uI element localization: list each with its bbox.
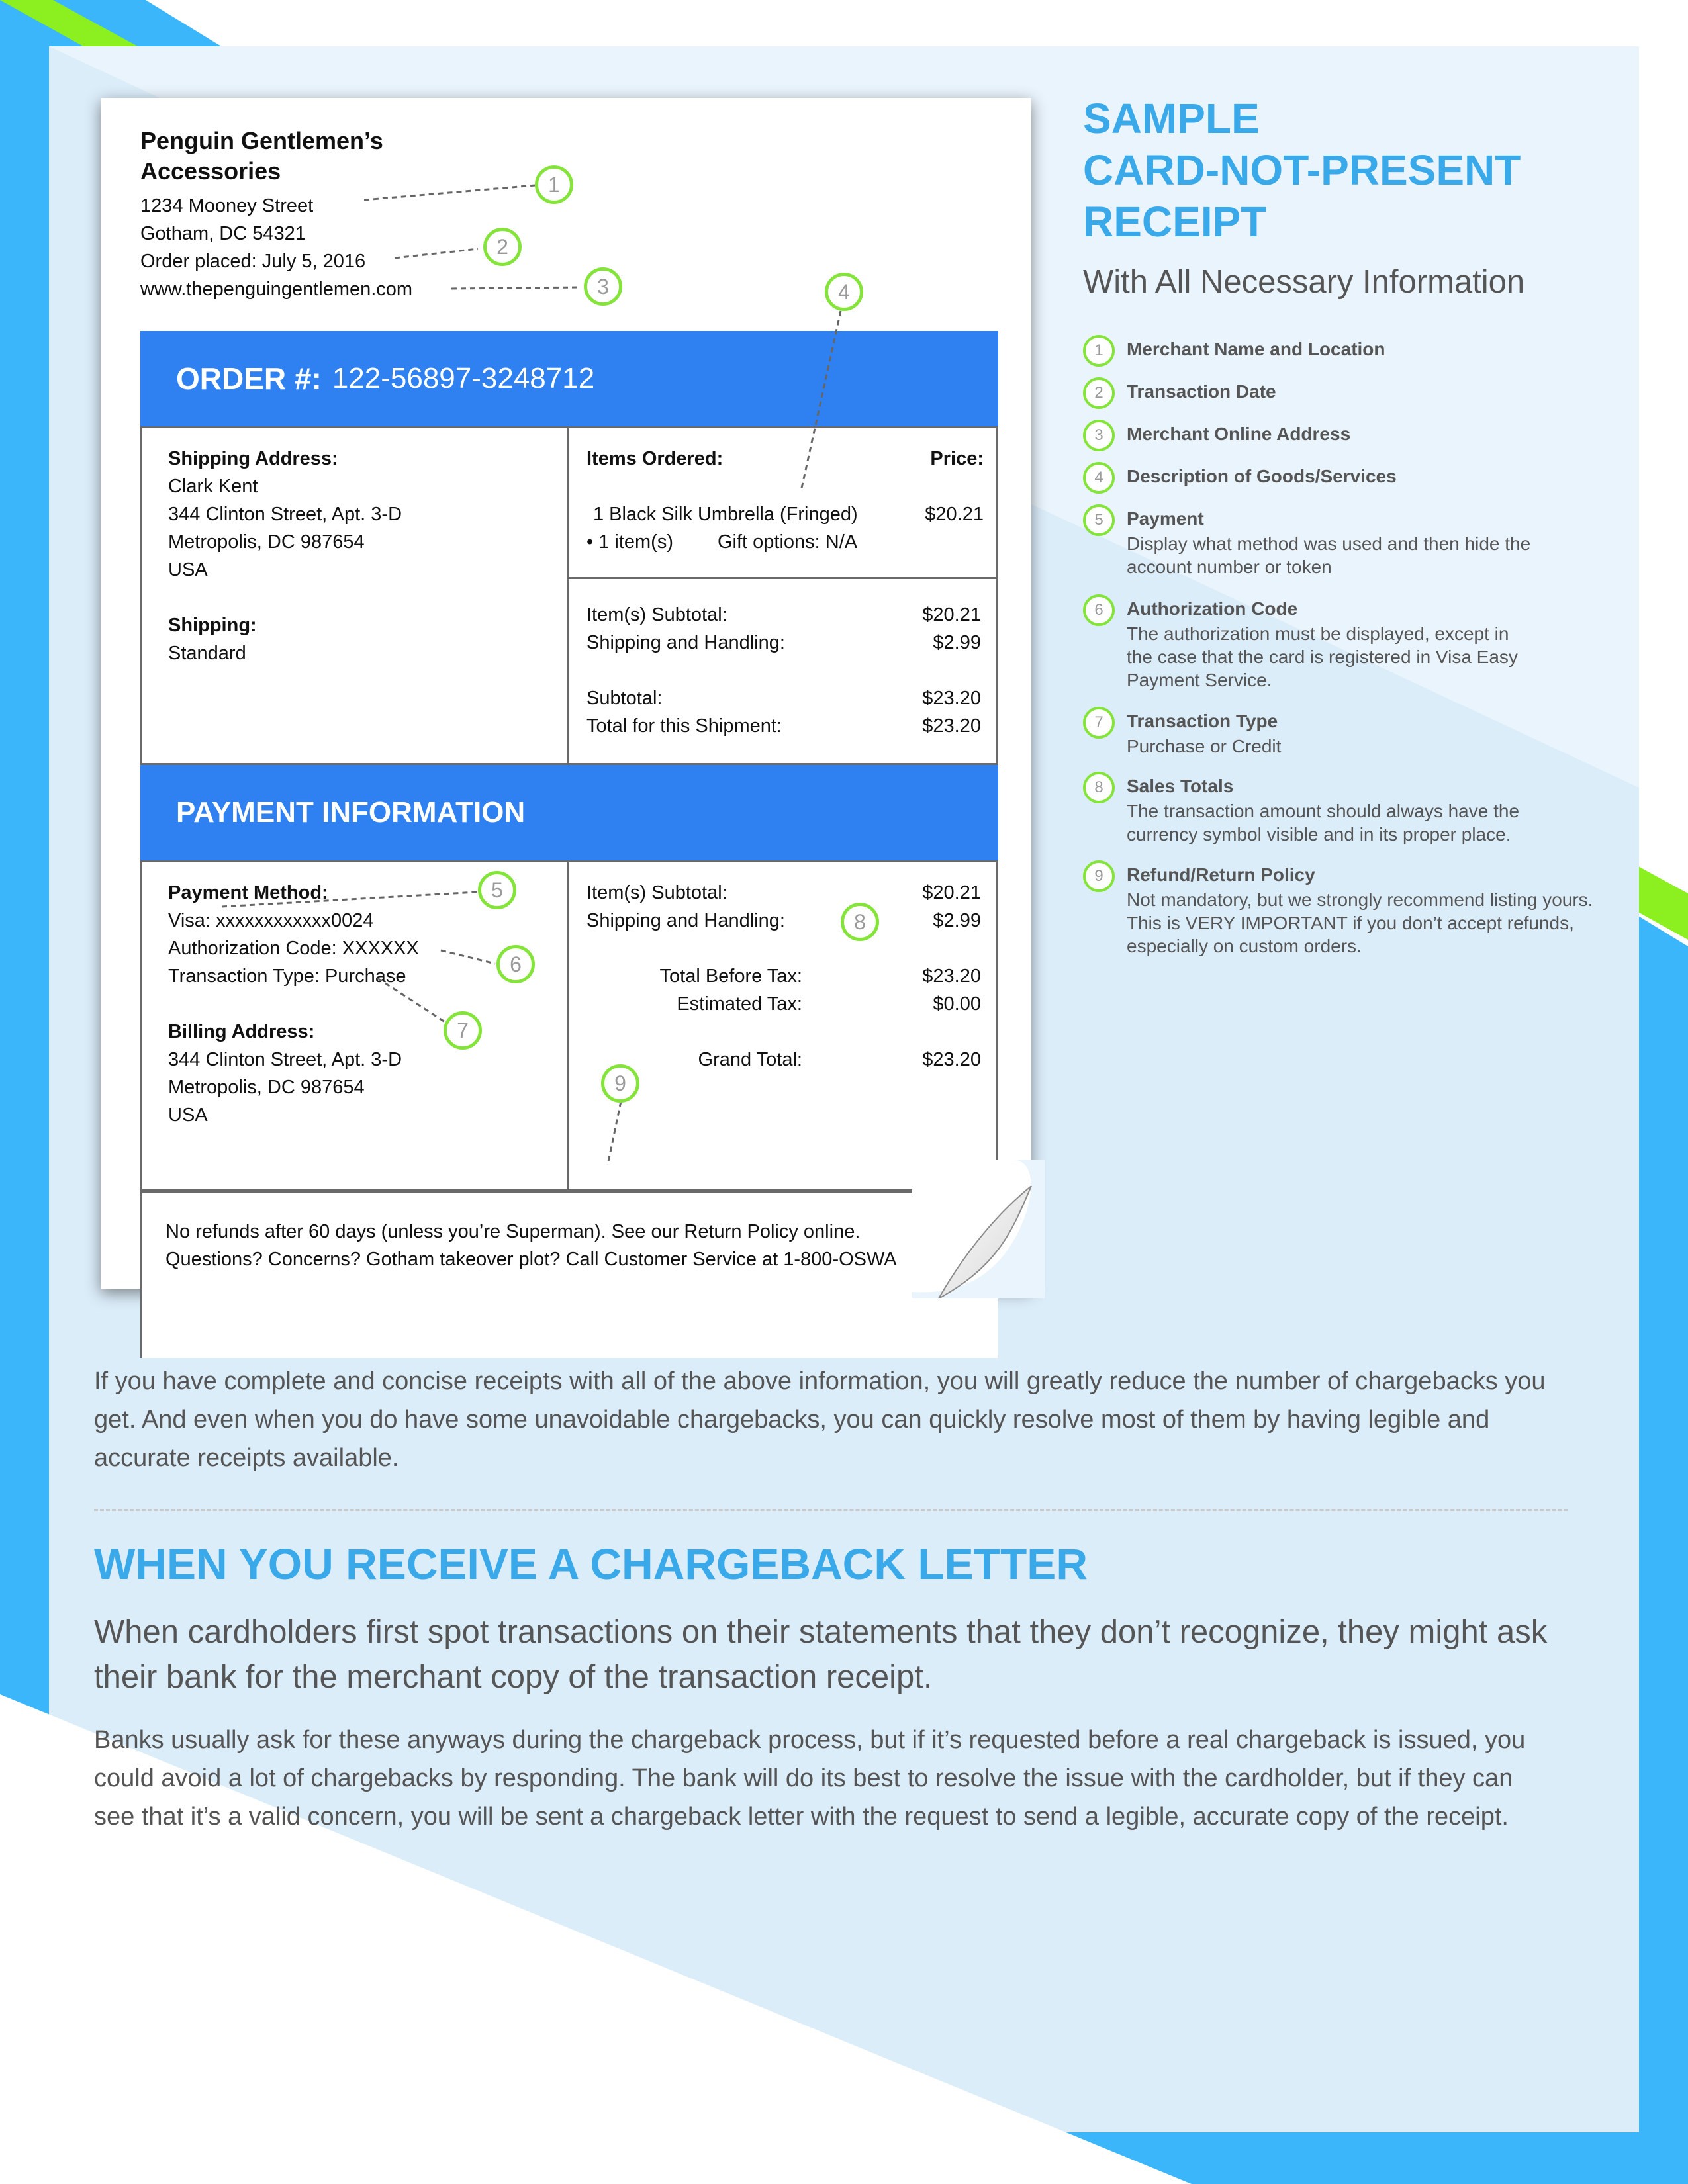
payment-row-label: Grand Total: (698, 1049, 802, 1070)
merchant-name-line2: Accessories (140, 158, 281, 185)
order-number: 122-56897-3248712 (332, 362, 595, 394)
legend-title: Transaction Type (1127, 711, 1278, 731)
legend-title: Refund/Return Policy (1127, 864, 1315, 885)
side-subtitle: With All Necessary Information (1083, 264, 1525, 300)
payment-row-label: Shipping and Handling: (586, 910, 785, 931)
legend-number: 2 (1083, 377, 1115, 409)
shipping-address-label: Shipping Address: (168, 448, 338, 469)
legend-description: Purchase or Credit (1127, 736, 1282, 756)
marker-5: 5 (478, 871, 516, 909)
merchant-website: www.thepenguingentlemen.com (140, 279, 413, 300)
section-divider (94, 1509, 1568, 1511)
payment-row-value: $23.20 (922, 966, 981, 987)
item-count: • 1 item(s) (586, 531, 673, 553)
merchant-name: Penguin Gentlemen’s (140, 127, 383, 154)
subtotal-row-label: Item(s) Subtotal: (586, 604, 727, 625)
legend-title: Description of Goods/Services (1127, 466, 1397, 486)
transaction-type: Transaction Type: Purchase (168, 966, 406, 987)
price-label: Price: (930, 448, 984, 469)
lead-paragraph: When cardholders first spot transactions on their statements that they don’t recognize, they might ask their bank for the merchant copy of the transaction receipt. (94, 1614, 1548, 1695)
marker-3: 3 (584, 267, 622, 306)
payment-row-label: Item(s) Subtotal: (586, 882, 727, 903)
subtotal-row-label: Total for this Shipment: (586, 715, 782, 737)
page-curl (912, 1160, 1045, 1298)
intro-paragraph: If you have complete and concise receipts with all of the above information, you will greatly reduce the number of chargebacks you get. And even when you do have some unavoidable chargebacks, you can quickly resolve most of them by having legible and accurate receipts available. (94, 1367, 1546, 1472)
subtotal-row-value: $20.21 (922, 604, 981, 625)
subtotal-row-label: Subtotal: (586, 688, 663, 709)
marker-4: 4 (825, 273, 863, 311)
merchant-city: Gotham, DC 54321 (140, 223, 306, 244)
side-title-line2: CARD-NOT-PRESENT (1083, 146, 1521, 194)
item-price: $20.21 (925, 504, 984, 525)
legend-description: The transaction amount should always have the currency symbol visible and in its proper place. (1127, 801, 1520, 844)
shipping-city: Metropolis, DC 987654 (168, 531, 365, 553)
payment-row-label: Estimated Tax: (677, 993, 802, 1015)
shipping-country: USA (168, 559, 208, 580)
legend-number: 3 (1083, 420, 1115, 451)
marker-2: 2 (483, 228, 522, 266)
body-paragraph: Banks usually ask for these anyways during the chargeback process, but if it’s requested before a real chargeback is issued, you could avoid a lot of chargebacks by responding. The bank will do its best to resolve the issue with the cardholder, but if they can see that it’s a valid concern, you will be sent a chargeback letter with the request to send a legible, accurate copy of the receipt. (94, 1726, 1526, 1831)
payment-row-value: $2.99 (933, 910, 981, 931)
billing-address-label: Billing Address: (168, 1021, 315, 1042)
legend-title: Transaction Date (1127, 381, 1276, 402)
section-heading: WHEN YOU RECEIVE A CHARGEBACK LETTER (94, 1539, 1088, 1588)
billing-country: USA (168, 1105, 208, 1126)
legend-title: Merchant Name and Location (1127, 339, 1385, 359)
payment-row-value: $23.20 (922, 1049, 981, 1070)
legend-number: 1 (1083, 335, 1115, 367)
items-ordered-label: Items Ordered: (586, 448, 724, 469)
order-label: ORDER #: (176, 361, 322, 396)
gift-options: Gift options: N/A (718, 531, 858, 553)
legend-description: Display what method was used and then hide the account number or token (1127, 533, 1531, 577)
item-line: 1 Black Silk Umbrella (Fringed) (593, 504, 858, 525)
legend-number: 4 (1083, 462, 1115, 494)
shipping-label: Shipping: (168, 615, 257, 636)
legend-title: Payment (1127, 508, 1204, 529)
customer-service-text: Questions? Concerns? Gotham takeover plot? Call Customer Service at 1-800-OSWA (165, 1249, 897, 1270)
payment-row-value: $20.21 (922, 882, 981, 903)
merchant-address: 1234 Mooney Street (140, 195, 314, 216)
order-items-rule (567, 577, 998, 579)
legend-title: Sales Totals (1127, 776, 1234, 796)
side-title-line1: SAMPLE (1083, 95, 1260, 142)
receipt-sheet (101, 98, 1031, 1289)
marker-7: 7 (444, 1011, 482, 1050)
payment-banner (140, 765, 998, 860)
legend-number: 9 (1083, 860, 1115, 892)
legend-description: The authorization must be displayed, except in the case that the card is registered in Visa Easy Payment Service. (1127, 623, 1518, 690)
payment-card: Visa: xxxxxxxxxxxx0024 (168, 910, 374, 931)
refund-policy-text: No refunds after 60 days (unless you’re Superman). See our Return Policy online. (165, 1221, 861, 1242)
shipping-street: 344 Clinton Street, Apt. 3-D (168, 504, 402, 525)
payment-row-value: $0.00 (933, 993, 981, 1015)
legend-title: Merchant Online Address (1127, 424, 1351, 444)
order-date: Order placed: July 5, 2016 (140, 251, 366, 272)
order-banner (140, 331, 998, 426)
payment-banner-title: PAYMENT INFORMATION (176, 796, 526, 829)
authorization-code: Authorization Code: XXXXXX (168, 938, 419, 959)
legend-title: Authorization Code (1127, 598, 1298, 619)
subtotal-row-value: $23.20 (922, 715, 981, 737)
side-title-line3: RECEIPT (1083, 198, 1267, 246)
footer-box (140, 1191, 998, 1358)
subtotal-row-value: $2.99 (933, 632, 981, 653)
marker-9: 9 (601, 1064, 639, 1103)
shipping-method: Standard (168, 643, 246, 664)
order-divider (567, 426, 569, 765)
marker-8: 8 (841, 903, 879, 941)
legend-description: Not mandatory, but we strongly recommend listing yours. This is VERY IMPORTANT if you don’t accept refunds, especially on custom orders. (1127, 889, 1593, 956)
side-title (1083, 93, 1626, 248)
legend-number: 6 (1083, 594, 1115, 626)
subtotal-row-value: $23.20 (922, 688, 981, 709)
payment-row-label: Total Before Tax: (659, 966, 802, 987)
billing-city: Metropolis, DC 987654 (168, 1077, 365, 1098)
marker-6: 6 (496, 945, 535, 983)
subtotal-row-label: Shipping and Handling: (586, 632, 785, 653)
legend-number: 8 (1083, 772, 1115, 803)
shipping-name: Clark Kent (168, 476, 258, 497)
marker-1: 1 (535, 165, 573, 204)
legend-number: 5 (1083, 504, 1115, 536)
legend-number: 7 (1083, 707, 1115, 739)
billing-street: 344 Clinton Street, Apt. 3-D (168, 1049, 402, 1070)
payment-divider (567, 860, 569, 1246)
payment-method-label: Payment Method: (168, 882, 328, 903)
